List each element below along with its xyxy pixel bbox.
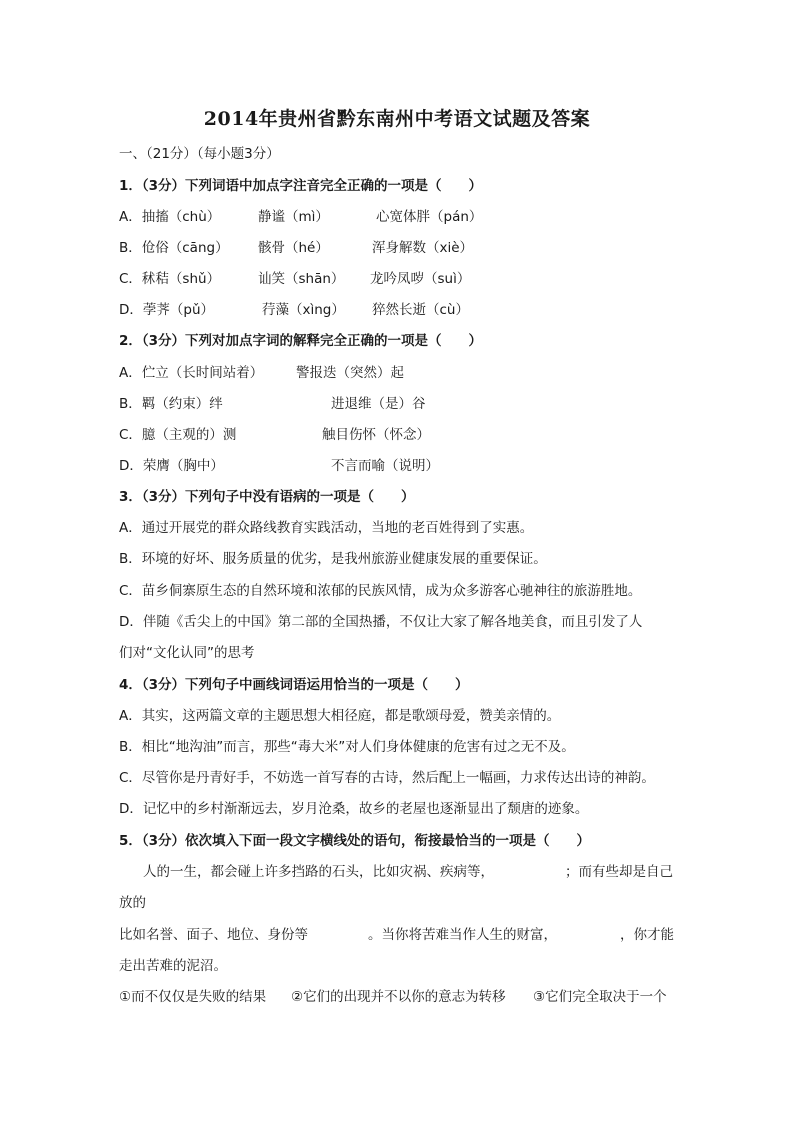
q1-option-c-3: 龙吟凤哕（suì） (370, 271, 471, 287)
q2-option-c-2: 触目伤怀（怀念） (322, 427, 430, 443)
question-2-stem: 2．（3分）下列对加点字词的解释完全正确的一项是（ ） (119, 333, 483, 349)
q5-passage-line4: 走出苦难的泥沼。 (119, 958, 227, 974)
q4-option-d: D．记忆中的乡村渐渐远去，岁月沧桑，故乡的老屋也逐渐显出了颓唐的迹象。 (119, 801, 589, 817)
q3-option-b: B．环境的好坏、服务质量的优劣，是我州旅游业健康发展的重要保证。 (119, 551, 547, 567)
q4-option-b: B．相比“地沟油”而言，那些“毒大米”对人们身体健康的危害有过之无不及。 (119, 739, 575, 755)
q5-passage-line1-b: ；而有些却是自己 (565, 864, 673, 880)
q3-option-d-continued: 们对“文化认同”的思考 (119, 645, 255, 661)
q2-option-d-2: 不言而喻（说明） (331, 458, 439, 474)
q1-option-d-1: D．荸荠（pǔ） (119, 302, 215, 318)
q1-option-b-1: B．伧俗（cāng） (119, 240, 229, 256)
q3-option-c: C．苗乡侗寨原生态的自然环境和浓郁的民族风情，成为众多游客心驰神往的旅游胜地。 (119, 583, 642, 599)
section-heading: 一、（21分）（每小题3分） (119, 146, 280, 162)
page-title: 2014年贵州省黔东南州中考语文试题及答案 (203, 108, 591, 130)
q4-option-a: A．其实，这两篇文章的主题思想大相径庭，都是歌颂母爱，赞美亲情的。 (119, 708, 561, 724)
q2-option-a-2: 警报迭（突然）起 (296, 365, 404, 381)
q1-option-a-3: 心宽体胖（pán） (376, 209, 483, 225)
q1-option-c-2: 讪笑（shān） (258, 271, 345, 287)
question-5-stem: 5．（3分）依次填入下面一段文字横线处的语句，衔接最恰当的一项是（ ） (119, 833, 591, 849)
q1-option-a-2: 静谧（mì） (258, 209, 329, 225)
q5-passage-line2: 放的 (119, 895, 146, 911)
q5-choice-1: ①而不仅仅是失败的结果 (119, 989, 267, 1005)
q1-option-d-3: 猝然长逝（cù） (372, 302, 469, 318)
q1-option-b-2: 骸骨（hé） (258, 240, 329, 256)
question-4-stem: 4．（3分）下列句子中画线词语运用恰当的一项是（ ） (119, 677, 469, 693)
q2-option-d-1: D．荣膺（胸中） (119, 458, 224, 474)
q5-passage-line3-b: 。当你将苦难当作人生的财富， (368, 927, 557, 943)
q1-option-a-1: A．抽搐（chù） (119, 209, 221, 225)
q2-option-b-1: B．羁（约束）绊 (119, 396, 223, 412)
q5-passage-line3-c: ，你才能 (620, 927, 674, 943)
q3-option-a: A．通过开展党的群众路线教育实践活动，当地的老百姓得到了实惠。 (119, 520, 534, 536)
q1-option-d-2: 荇藻（xìng） (262, 302, 345, 318)
question-1-stem: 1．（3分）下列词语中加点字注音完全正确的一项是（ ） (119, 178, 483, 194)
q1-option-c-1: C．秫秸（shǔ） (119, 271, 221, 287)
q2-option-b-2: 进退维（是）谷 (331, 396, 426, 412)
q2-option-a-1: A．伫立（长时间站着） (119, 365, 264, 381)
q3-option-d: D．伴随《舌尖上的中国》第二部的全国热播，不仅让大家了解各地美食，而且引发了人 (119, 614, 643, 630)
question-3-stem: 3．（3分）下列句子中没有语病的一项是（ ） (119, 489, 415, 505)
q5-passage-line1-a: 人的一生，都会碰上许多挡路的石头，比如灾祸、疾病等， (143, 864, 494, 880)
q5-choice-3: ③它们完全取决于一个 (533, 989, 667, 1005)
q5-choice-2: ②它们的出现并不以你的意志为转移 (291, 989, 506, 1005)
q1-option-b-3: 浑身解数（xiè） (372, 240, 474, 256)
q4-option-c: C．尽管你是丹青好手，不妨选一首写春的古诗，然后配上一幅画，力求传达出诗的神韵。 (119, 770, 655, 786)
q5-passage-line3-a: 比如名誉、面子、地位、身份等 (119, 927, 308, 943)
q2-option-c-1: C．臆（主观的）测 (119, 427, 237, 443)
